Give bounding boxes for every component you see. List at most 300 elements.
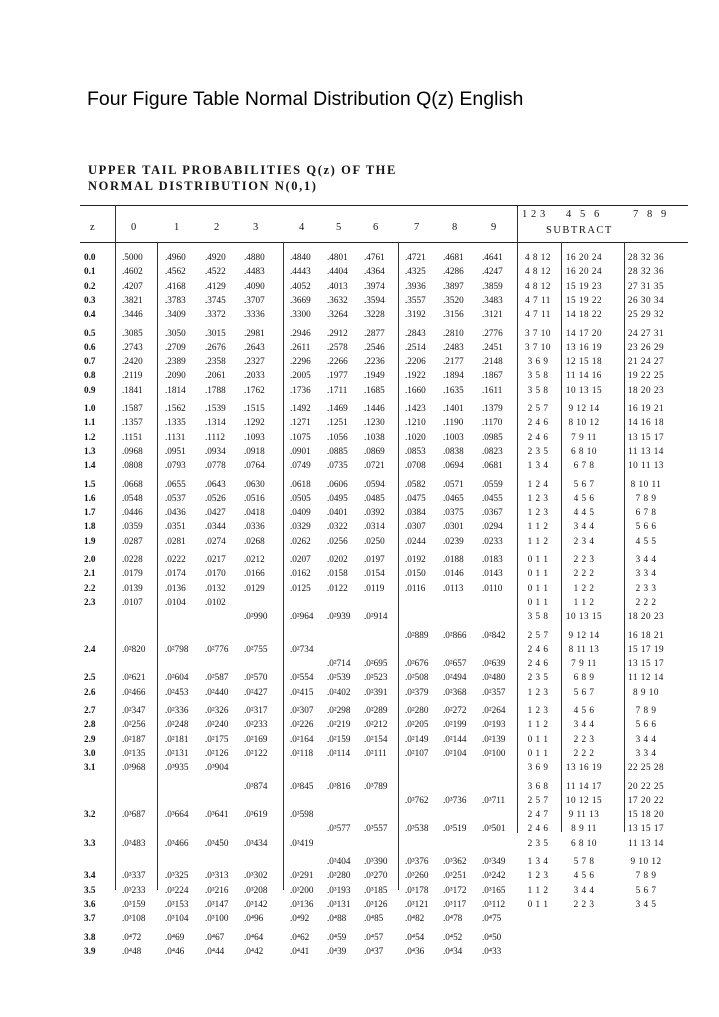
probability-cell: .0495 [327,492,348,503]
probability-cell: .0³172 [443,884,467,895]
z-value: 2.4 [84,643,96,654]
difference-cell: 3 6 9 [527,356,549,367]
difference-cell: 0 1 1 [527,733,549,744]
probability-cell: .0²212 [364,719,388,730]
probability-cell: .0³165 [482,884,506,895]
probability-cell: .0²842 [482,629,506,640]
probability-cell: .0²639 [482,658,506,669]
difference-cell: 1 2 3 [527,686,549,697]
header-rule-top [80,205,688,206]
probability-cell: .0359 [122,521,143,532]
probability-cell: .0³131 [327,898,351,909]
probability-cell: .0²199 [443,719,467,730]
probability-cell: .1251 [327,417,348,428]
probability-cell: .0233 [482,535,503,546]
probability-cell: .0⁴50 [482,931,502,942]
difference-cell: 3 4 5 [635,898,657,909]
probability-cell: .0³711 [482,794,506,805]
probability-cell: .3372 [205,309,226,320]
difference-cell: 16 20 24 [565,252,603,262]
probability-cell: .0²657 [443,658,467,669]
probability-cell: .0192 [405,554,426,564]
probability-cell: .0⁴36 [405,945,425,956]
z-value: 1.3 [84,445,96,456]
probability-cell: .0516 [244,492,265,503]
probability-cell: .0²240 [205,719,229,730]
subtract-digit-4: 4 [566,209,572,220]
probability-cell: .4404 [327,266,348,277]
probability-cell: .0²820 [122,643,146,654]
probability-cell: .0²480 [482,672,506,683]
probability-cell: .0²402 [327,686,351,697]
probability-cell: .0⁴92 [290,913,310,924]
probability-cell: .2389 [165,356,186,367]
probability-cell: .0²248 [165,719,189,730]
difference-cell: 12 15 18 [565,356,603,367]
probability-cell: .0823 [482,445,503,456]
difference-cell: 2 4 6 [527,417,549,428]
z-value: 3.2 [84,809,96,820]
probability-cell: .0³789 [364,780,388,791]
z-value: 0.0 [84,252,96,262]
probability-cell: .0778 [205,460,226,471]
difference-cell: 23 26 29 [627,341,665,352]
probability-cell: .0²126 [205,747,229,758]
probability-cell: .0207 [290,554,311,564]
difference-cell: 2 3 4 [573,535,595,546]
probability-cell: .0²135 [122,747,146,758]
probability-cell: .0⁴85 [364,913,384,924]
probability-cell: .0²914 [364,611,388,622]
probability-cell: .1038 [364,431,385,442]
z-value: 1.9 [84,535,96,546]
probability-cell: .3156 [443,309,464,320]
probability-cell: .0²205 [405,719,429,730]
difference-cell: 2 4 6 [527,431,549,442]
difference-cell: 8 10 12 [568,417,600,428]
difference-cell: 1 1 2 [527,719,549,730]
table-heading-line-1: UPPER TAIL PROBABILITIES Q(z) OF THE [88,163,397,177]
probability-cell: .0²159 [327,733,351,744]
probability-cell: .0²379 [405,686,429,697]
probability-cell: .0³845 [290,780,314,791]
difference-cell: 0 1 1 [527,747,549,758]
probability-cell: .0274 [205,535,226,546]
probability-cell: .0⁴41 [290,945,310,956]
difference-cell: 5 7 8 [573,856,595,866]
probability-cell: .0²187 [122,733,146,744]
probability-cell: .0294 [482,521,503,532]
probability-cell: .1562 [165,403,186,413]
probability-cell: .0³598 [290,809,314,820]
probability-cell: .0³349 [482,856,506,866]
probability-cell: .0⁴48 [122,945,142,956]
probability-cell: .1711 [327,384,348,395]
probability-cell: .2483 [443,341,464,352]
probability-cell: .0³193 [327,884,351,895]
probability-cell: .0²289 [364,705,388,715]
probability-cell: .1112 [205,431,225,442]
probability-cell: .0²264 [482,705,506,715]
probability-cell: .0885 [327,445,348,456]
probability-cell: .0³270 [364,870,388,881]
probability-cell: .0²226 [290,719,314,730]
difference-cell: 4 7 11 [525,294,551,305]
difference-cell: 3 7 10 [525,341,551,352]
probability-cell: .0132 [205,582,226,593]
probability-cell: .0384 [405,507,426,518]
difference-cell: 3 7 10 [525,327,551,338]
probability-cell: .0³935 [165,762,189,773]
probability-cell: .0749 [290,460,311,471]
z-value: 2.3 [84,596,96,607]
probability-cell: .2033 [244,370,265,381]
probability-cell: .1635 [443,384,464,395]
probability-cell: .0116 [405,582,426,593]
z-value: 2.1 [84,568,96,579]
probability-cell: .0202 [327,554,348,564]
probability-cell: .0²587 [205,672,229,683]
probability-cell: .2946 [290,327,311,338]
probability-cell: .0485 [364,492,385,503]
probability-cell: .0⁴46 [165,945,185,956]
probability-cell: .0⁴39 [327,945,347,956]
difference-cell: 3 4 4 [573,719,595,730]
probability-cell: .2810 [443,327,464,338]
column-header-7: 7 [414,222,420,233]
probability-cell: .0⁴88 [327,913,347,924]
probability-cell: .0655 [165,478,186,489]
difference-cell: 1 1 2 [527,884,549,895]
probability-cell: .1660 [405,384,426,395]
probability-cell: .0³291 [290,870,314,881]
probability-cell: .3520 [443,294,464,305]
column-header-1: 1 [174,222,180,233]
probability-cell: .4801 [327,252,348,262]
probability-cell: .0²114 [327,747,351,758]
z-value: 0.2 [84,280,96,291]
difference-cell: 24 27 31 [627,327,665,338]
probability-cell: .0630 [244,478,265,489]
probability-cell: .0526 [205,492,226,503]
difference-cell: 1 1 2 [573,596,595,607]
probability-cell: .0³216 [205,884,229,895]
probability-cell: .2177 [443,356,464,367]
probability-cell: .0162 [290,568,311,579]
probability-cell: .0329 [290,521,311,532]
probability-cell: .1515 [244,403,265,413]
probability-cell: .1075 [290,431,311,442]
probability-cell: .0²336 [165,705,189,715]
probability-cell: .0344 [205,521,226,532]
probability-cell: .2546 [364,341,385,352]
probability-cell: .2119 [122,370,143,381]
probability-cell: .0²508 [405,672,429,683]
probability-cell: .0548 [122,492,143,503]
probability-cell: .1469 [327,403,348,413]
probability-cell: .0262 [290,535,311,546]
difference-cell: 1 2 4 [527,478,549,489]
difference-cell: 16 20 24 [565,266,603,277]
difference-cell: 14 16 18 [627,417,665,428]
difference-cell: 1 2 3 [527,870,549,881]
column-header-3: 3 [253,222,259,233]
difference-cell: 26 30 34 [627,294,665,305]
header-rule-bottom [80,242,688,243]
probability-cell: .0²523 [364,672,388,683]
probability-cell: .1271 [290,417,311,428]
column-header-0: 0 [131,222,137,233]
difference-cell: 4 4 5 [573,507,595,518]
probability-cell: .0³483 [122,837,146,848]
probability-cell: .3897 [443,280,464,291]
probability-cell: .0³126 [364,898,388,909]
z-value: 0.3 [84,294,96,305]
probability-cell: .0409 [290,507,311,518]
probability-cell: .0²714 [327,658,351,669]
probability-cell: .0²169 [244,733,268,744]
z-value: 0.8 [84,370,96,381]
z-value: 2.7 [84,705,96,715]
probability-cell: .1401 [443,403,464,413]
probability-cell: .0²440 [205,686,229,697]
probability-cell: .0²280 [405,705,429,715]
probability-cell: .1977 [327,370,348,381]
probability-cell: .0301 [443,521,464,532]
z-column-divider [115,205,116,890]
z-value: 3.0 [84,747,96,758]
probability-cell: .1093 [244,431,265,442]
difference-cell: 13 16 19 [565,341,603,352]
probability-cell: .3121 [482,309,503,320]
probability-cell: .0436 [165,507,186,518]
probability-cell: .2358 [205,356,226,367]
probability-cell: .2776 [482,327,503,338]
probability-cell: .3974 [364,280,385,291]
difference-cell: 2 3 3 [635,582,657,593]
difference-cell: 4 5 6 [573,870,595,881]
probability-cell: .0³313 [205,870,229,881]
probability-cell: .4960 [165,252,186,262]
difference-cell: 3 6 8 [527,780,549,791]
probability-cell: .0⁴64 [244,931,264,942]
probability-cell: .0129 [244,582,265,593]
difference-cell: 2 4 6 [527,643,549,654]
probability-cell: .0⁴37 [364,945,384,956]
probability-cell: .0793 [165,460,186,471]
probability-cell: .0⁴59 [327,931,347,942]
probability-cell: .0228 [122,554,143,564]
probability-cell: .4562 [165,266,186,277]
probability-cell: .1492 [290,403,311,413]
subtract-digit-8: 8 [647,209,653,220]
difference-cell: 11 12 14 [628,672,664,683]
difference-cell: 1 2 3 [527,705,549,715]
difference-cell: 7 8 9 [635,705,657,715]
difference-cell: 3 4 4 [635,733,657,744]
probability-cell: .0²676 [405,658,429,669]
probability-cell: .0²695 [364,658,388,669]
probability-cell: .0322 [327,521,348,532]
probability-cell: .0²368 [443,686,467,697]
probability-cell: .0²554 [290,672,314,683]
probability-cell: .0²570 [244,672,268,683]
probability-cell: .4920 [205,252,226,262]
probability-cell: .1894 [443,370,464,381]
probability-cell: .0446 [122,507,143,518]
probability-cell: .0³450 [205,837,229,848]
probability-cell: .1423 [405,403,426,413]
probability-cell: .1788 [205,384,226,395]
probability-cell: .0²149 [405,733,429,744]
probability-cell: .2611 [290,341,311,352]
difference-cell: 13 16 19 [565,762,603,773]
difference-cell: 16 19 21 [627,403,665,413]
probability-cell: .4522 [205,266,226,277]
difference-cell: 17 20 22 [627,794,665,805]
difference-cell: 2 5 7 [527,794,549,805]
probability-cell: .0²175 [205,733,229,744]
probability-cell: .0154 [364,568,385,579]
difference-cell: 1 2 3 [527,507,549,518]
probability-cell: .0²889 [405,629,429,640]
probability-cell: .3050 [165,327,186,338]
z-value: 0.1 [84,266,96,277]
difference-cell: 2 2 2 [573,747,595,758]
probability-cell: .3557 [405,294,426,305]
difference-cell: 11 14 17 [566,780,602,791]
probability-cell: .0³200 [290,884,314,895]
probability-cell: .0392 [364,507,385,518]
difference-cell: 19 22 25 [627,370,665,381]
probability-cell: .1539 [205,403,226,413]
probability-cell: .3669 [290,294,311,305]
probability-cell: .0537 [165,492,186,503]
probability-cell: .4364 [364,266,385,277]
probability-cell: .0²144 [443,733,467,744]
probability-cell: .2005 [290,370,311,381]
probability-cell: .1841 [122,384,143,395]
difference-cell: 10 13 15 [565,611,603,622]
probability-cell: .4641 [482,252,503,262]
probability-cell: .0³142 [244,898,268,909]
probability-cell: .2266 [327,356,348,367]
probability-cell: .0708 [405,460,426,471]
probability-cell: .0³233 [122,884,146,895]
subtract-digit-7: 7 [633,209,639,220]
z-value: 2.6 [84,686,96,697]
probability-cell: .0197 [364,554,385,564]
probability-cell: .0694 [443,460,464,471]
probability-cell: .0179 [122,568,143,579]
probability-cell: .2451 [482,341,503,352]
probability-cell: .0808 [122,460,143,471]
probability-cell: .1587 [122,403,143,413]
difference-cell: 6 7 8 [635,507,657,518]
probability-cell: .0²256 [122,719,146,730]
probability-cell: .1056 [327,431,348,442]
probability-cell: .0559 [482,478,503,489]
probability-cell: .0³434 [244,837,268,848]
probability-cell: .0110 [482,582,503,593]
probability-cell: .0²139 [482,733,506,744]
probability-cell: .0⁴52 [443,931,463,942]
probability-cell: .4090 [244,280,265,291]
difference-cell: 4 8 12 [525,266,551,277]
probability-cell: .0²427 [244,686,268,697]
difference-cell: 4 5 6 [573,705,595,715]
subtract-digit-5: 5 [580,209,586,220]
probability-cell: .0³466 [165,837,189,848]
probability-cell: .0³664 [165,809,189,820]
subtract-divider-1 [561,242,562,832]
difference-cell: 1 3 4 [527,460,549,471]
z-value: 3.9 [84,945,96,956]
probability-cell: .4286 [443,266,464,277]
probability-cell: .0²415 [290,686,314,697]
column-header-5: 5 [336,222,342,233]
probability-cell: .0²734 [290,643,314,654]
probability-cell: .0268 [244,535,265,546]
difference-cell: 10 12 15 [565,794,603,805]
probability-cell: .0²181 [165,733,189,744]
probability-cell: .0³390 [364,856,388,866]
probability-cell: .3446 [122,309,143,320]
z-value: 3.3 [84,837,96,848]
difference-cell: 10 11 13 [628,460,664,471]
probability-cell: .0668 [122,478,143,489]
probability-cell: .0²233 [244,719,268,730]
probability-cell: .4840 [290,252,311,262]
probability-cell: .0³100 [205,913,229,924]
difference-cell: 18 20 23 [627,611,665,622]
probability-cell: .0⁴96 [244,913,264,924]
probability-cell: .0281 [165,535,186,546]
probability-cell: .0119 [364,582,385,593]
probability-cell: .0²453 [165,686,189,697]
probability-cell: .0²755 [244,643,268,654]
probability-cell: .4052 [290,280,311,291]
probability-cell: .0681 [482,460,503,471]
difference-cell: 28 32 36 [627,252,665,262]
probability-cell: .0166 [244,568,265,579]
probability-cell: .0⁴57 [364,931,384,942]
probability-cell: .0³501 [482,823,506,834]
probability-cell: .0⁴54 [405,931,425,942]
probability-cell: .0³185 [364,884,388,895]
probability-cell: .2206 [405,356,426,367]
difference-cell: 2 2 2 [573,568,595,579]
probability-cell: .0³362 [443,856,467,866]
probability-cell: .0³519 [443,823,467,834]
z-value: 1.2 [84,431,96,442]
probability-cell: .0³816 [327,780,351,791]
difference-cell: 1 1 2 [527,521,549,532]
difference-cell: 8 9 11 [571,823,597,834]
probability-cell: .3936 [405,280,426,291]
probability-cell: .0³104 [165,913,189,924]
probability-cell: .2743 [122,341,143,352]
probability-cell: .0⁴82 [405,913,425,924]
probability-cell: .4168 [165,280,186,291]
difference-cell: 2 3 5 [527,445,549,456]
difference-cell: 2 2 3 [573,554,595,564]
probability-cell: .0³208 [244,884,268,895]
difference-cell: 4 8 12 [525,280,551,291]
probability-cell: .2912 [327,327,348,338]
probability-cell: .0³376 [405,856,429,866]
probability-cell: .0170 [205,568,226,579]
